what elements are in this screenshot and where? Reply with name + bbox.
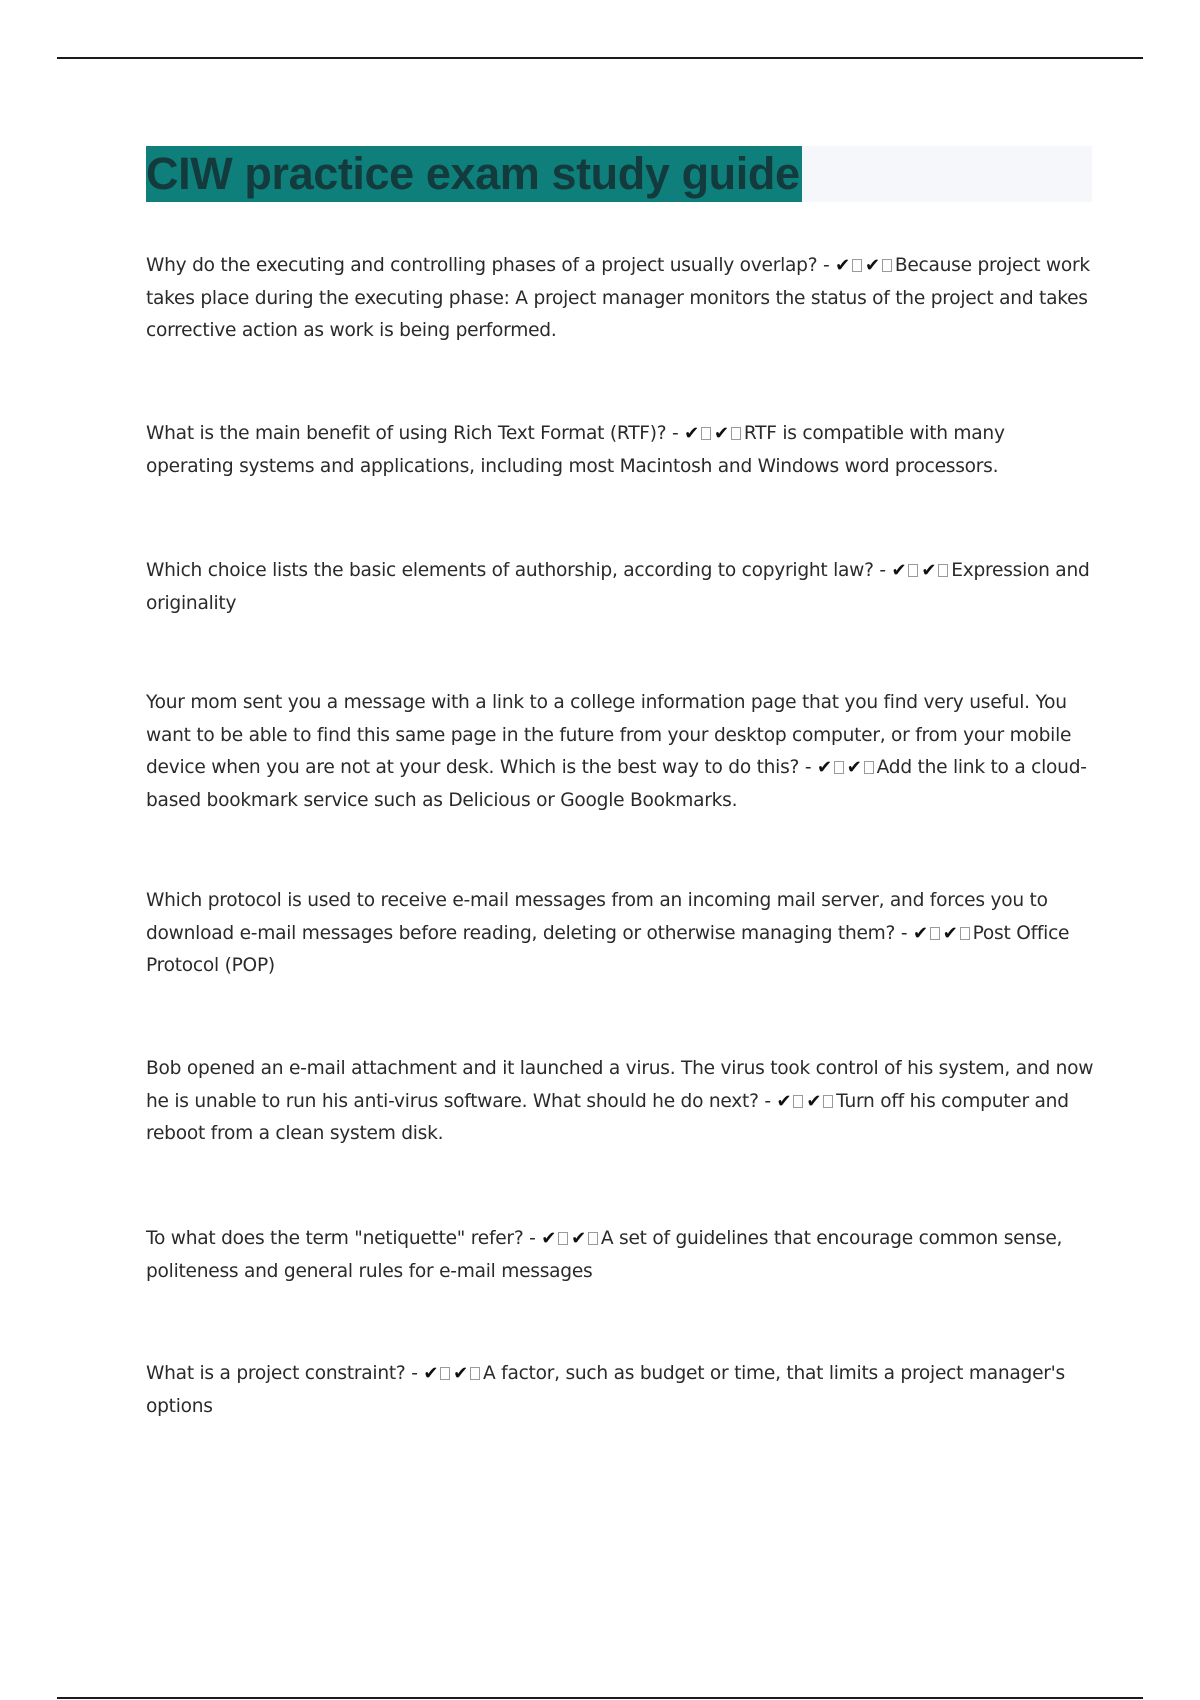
header-rule	[57, 57, 1143, 59]
empty-box-icon	[930, 927, 940, 940]
check-icon: ✔	[921, 560, 937, 581]
qa-item	[146, 885, 1096, 983]
empty-box-icon	[882, 259, 892, 272]
empty-box-icon	[470, 1367, 480, 1380]
document-title: CIW practice exam study guide	[146, 146, 802, 202]
empty-box-icon	[960, 927, 970, 940]
check-icon: ✔	[846, 757, 862, 778]
qa-item	[146, 555, 1096, 620]
check-icon: ✔	[776, 1090, 792, 1112]
question-text: Which choice lists the basic elements of authorship, according to copyright law?	[146, 560, 874, 581]
separator: -	[523, 1228, 542, 1249]
empty-box-icon	[864, 761, 874, 774]
check-icon: ✔	[684, 423, 699, 444]
empty-box-icon	[823, 1095, 833, 1108]
separator: -	[895, 922, 913, 944]
check-icon: ✔	[423, 1363, 439, 1384]
empty-box-icon	[701, 427, 711, 440]
check-icon: ✔	[835, 255, 850, 276]
question-text: Your mom sent you a message with a link to a college information page that you find very useful. You want to be able to find this same page in the future from your desktop computer, or from your mobile device when you are not at your desk. Which is the best way to do this?	[146, 692, 1072, 778]
answer-text: A set of guidelines that encourage common sense, politeness and general rules for e-mail messages	[146, 1228, 1063, 1282]
separator: -	[405, 1363, 424, 1384]
qa-item	[146, 687, 1096, 817]
empty-box-icon	[834, 761, 844, 774]
separator: -	[873, 560, 892, 581]
answer-text: Turn off his computer and reboot from a clean system disk.	[146, 1090, 1069, 1144]
separator: -	[799, 757, 817, 778]
answer-text: Because project work takes place during the executing phase: A project manager monitors the status of the project and takes corrective action as work is being performed.	[146, 255, 1090, 341]
check-icon: ✔	[806, 1090, 822, 1112]
separator: -	[758, 1090, 777, 1112]
question-text: What is the main benefit of using Rich Text Format (RTF)?	[146, 423, 667, 444]
check-icon: ✔	[864, 255, 880, 276]
check-icon: ✔	[912, 922, 928, 944]
empty-box-icon	[588, 1232, 598, 1245]
check-icon: ✔	[942, 922, 958, 944]
empty-box-icon	[558, 1232, 568, 1245]
answer-text: Post Office Protocol (POP)	[146, 922, 1070, 976]
question-text: To what does the term "netiquette" refer?	[146, 1228, 524, 1249]
question-text: Bob opened an e-mail attachment and it launched a virus. The virus took control of his system, and now he is unable to run his anti-virus software. What should he do next?	[146, 1058, 1094, 1112]
separator: -	[817, 255, 836, 276]
question-text: Why do the executing and controlling phases of a project usually overlap?	[146, 255, 818, 276]
check-icon: ✔	[571, 1228, 586, 1249]
check-icon: ✔	[714, 423, 729, 444]
qa-item	[146, 250, 1096, 348]
check-icon: ✔	[541, 1228, 557, 1249]
answer-text: RTF is compatible with many operating systems and applications, including most Macintosh and Windows word processors.	[146, 423, 1005, 477]
qa-item	[146, 1223, 1096, 1288]
check-icon: ✔	[453, 1363, 469, 1384]
answer-text: Add the link to a cloud-based bookmark service such as Delicious or Google Bookmarks.	[146, 757, 1087, 811]
qa-item	[146, 1053, 1096, 1151]
question-text: Which protocol is used to receive e-mail messages from an incoming mail server, and forces you to download e-mail messages before reading, deleting or otherwise managing them?	[146, 890, 1048, 944]
qa-item	[146, 418, 1096, 483]
empty-box-icon	[793, 1095, 803, 1108]
empty-box-icon	[938, 564, 948, 577]
check-icon: ✔	[891, 560, 907, 581]
question-text: What is a project constraint?	[146, 1363, 406, 1384]
footer-rule	[57, 1697, 1143, 1699]
check-icon: ✔	[816, 757, 832, 778]
separator: -	[666, 423, 685, 444]
answer-text: A factor, such as budget or time, that limits a project manager's options	[146, 1363, 1065, 1417]
answer-text: Expression and originality	[146, 560, 1090, 614]
empty-box-icon	[731, 427, 741, 440]
qa-item	[146, 1358, 1096, 1423]
empty-box-icon	[908, 564, 918, 577]
empty-box-icon	[440, 1367, 450, 1380]
empty-box-icon	[852, 259, 862, 272]
